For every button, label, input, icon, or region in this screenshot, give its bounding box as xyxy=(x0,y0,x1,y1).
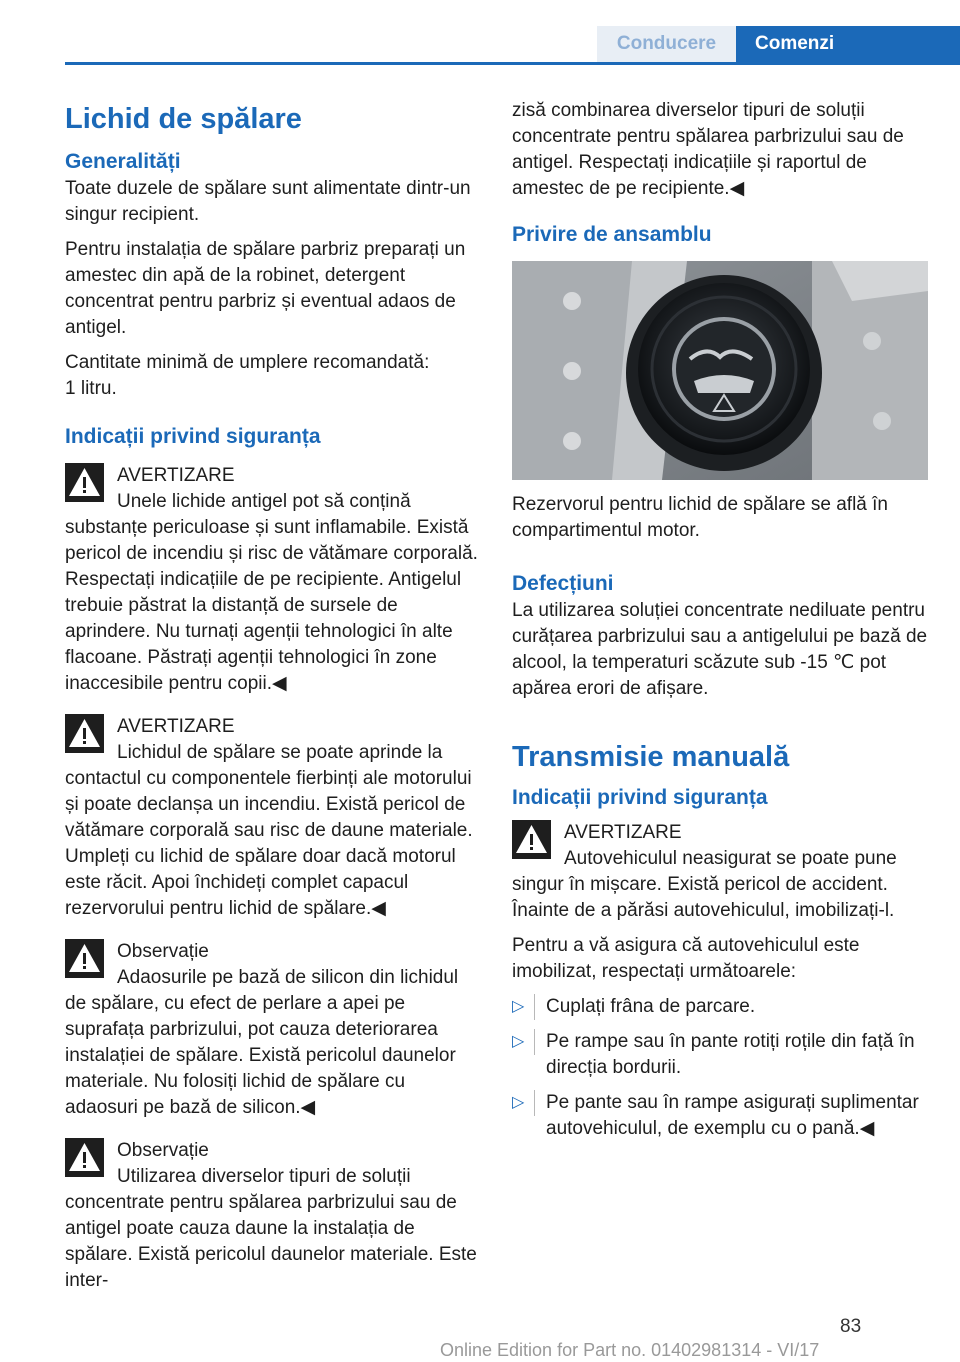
paragraph-secure: Pentru a vă asigura că autovehiculul este imobilizat, respectați următoarele: xyxy=(512,935,860,982)
list-item xyxy=(512,994,928,1020)
list-item xyxy=(512,1090,928,1142)
warning-icon xyxy=(65,463,104,502)
heading-general: Generalități xyxy=(65,150,181,173)
paragraph-general-3 xyxy=(65,350,481,402)
bullet-separator xyxy=(534,1029,535,1055)
triangle-bullet-icon: ▷ xyxy=(512,998,525,1015)
warning-title: AVERTIZARE xyxy=(564,822,682,843)
warning-title: AVERTIZARE xyxy=(117,465,235,486)
list-item xyxy=(512,1029,928,1081)
warning-text: Autovehiculul neasigurat se poate pune singur în mișcare. Există pericol de accident. Înainte de a părăsi autovehiculul, imobilizați-l. xyxy=(512,848,897,921)
heading-overview: Privire de ansamblu xyxy=(512,223,712,246)
checklist xyxy=(512,994,928,1142)
header-chapter-tab[interactable]: Comenzi xyxy=(736,26,960,62)
warning-block xyxy=(65,714,481,922)
warning-block xyxy=(512,820,928,924)
paragraph-continued: zisă combinarea diverselor tipuri de soluții concentrate pentru spălarea parbrizului sau de antigel. Respectați indicațiile și raportul de amestec de pe recipiente.◀ xyxy=(512,100,904,199)
header-section-tab[interactable]: Conducere xyxy=(597,26,736,62)
warning-text: Unele lichide antigel pot să conțină substanțe periculoase și sunt inflamabile. Există pericol de incendiu și risc de vătămare corporală. Respectați indicațiile de pe recipiente. Antigelul trebuie păstrat la distanță de sursele de aprindere. Nu turnați agenții tehnologici în alte flacoane. Păstrați agenții tehnologici în zone inaccesibile pentru copii.◀ xyxy=(65,491,478,694)
warning-text: Lichidul de spălare se poate aprinde la contactul cu componentele fierbinți ale motorului și poate declanșa un incendiu. Există pericol de vătămare corporală sau risc de daune materiale. Umpleți cu lichid de spălare doar dacă motorul este răcit. Apoi închideți complet capacul rezervorului pentru lichid de spălare.◀ xyxy=(65,742,473,919)
footer-edition: Online Edition for Part no. 01402981314 - VI/17 xyxy=(440,1340,820,1360)
left-column xyxy=(65,98,481,1311)
page-number: 83 xyxy=(840,1316,862,1337)
note-title: Observație xyxy=(117,1140,209,1161)
triangle-bullet-icon: ▷ xyxy=(512,1033,525,1050)
paragraph-general-1: Toate duzele de spălare sunt alimentate dintr-un singur recipient. xyxy=(65,178,471,225)
warning-icon xyxy=(512,820,551,859)
note-text: Utilizarea diverselor tipuri de soluții concentrate pentru spălarea parbrizului sau de antigel poate cauza daune la instalația de spălare. Există pericolul daunelor materiale. Este inter- xyxy=(65,1166,477,1291)
heading-washer-fluid: Lichid de spălare xyxy=(65,103,302,135)
list-item-text: Pe pante sau în rampe asigurați suplimentar autovehiculul, de exemplu cu o pană.◀ xyxy=(546,1092,919,1139)
warning-icon xyxy=(65,1138,104,1177)
page-header xyxy=(0,0,960,62)
triangle-bullet-icon: ▷ xyxy=(512,1094,525,1111)
note-text: Adaosurile pe bază de silicon din lichidul de spălare, cu efect de perlare a apei pe suprafața parbrizului, pot cauza deteriorarea instalației de spălare. Există pericolul daunelor materiale. Nu folosiți lichid de spălare cu adaosuri pe bază de silicon.◀ xyxy=(65,967,459,1118)
warning-icon xyxy=(65,714,104,753)
list-item-text: Pe rampe sau în pante rotiți roțile din față în direcția bordurii. xyxy=(546,1031,915,1078)
list-item-text: Cuplați frâna de parcare. xyxy=(546,996,756,1017)
warning-title: AVERTIZARE xyxy=(117,716,235,737)
heading-safety-transmission: Indicații privind siguranța xyxy=(512,786,768,809)
bullet-separator xyxy=(534,1090,535,1116)
min-fill-label: Cantitate minimă de umplere recomandată: xyxy=(65,352,430,373)
right-column xyxy=(512,98,928,1151)
warning-icon xyxy=(65,939,104,978)
header-rule xyxy=(65,62,960,65)
heading-manual-transmission: Transmisie manuală xyxy=(512,741,790,773)
min-fill-value: 1 litru. xyxy=(65,378,117,399)
washer-reservoir-photo xyxy=(512,261,928,480)
heading-safety: Indicații privind siguranța xyxy=(65,425,321,448)
note-block xyxy=(65,939,481,1121)
heading-faults: Defecțiuni xyxy=(512,572,614,595)
note-block xyxy=(65,1138,481,1294)
paragraph-faults: La utilizarea soluției concentrate nediluate pentru curățarea parbrizului sau a antigelului pe bază de alcool, la temperaturi scăzute sub -15 ℃ pot apărea erori de afișare. xyxy=(512,600,928,699)
note-title: Observație xyxy=(117,941,209,962)
warning-block xyxy=(65,463,481,697)
paragraph-general-2: Pentru instalația de spălare parbriz preparați un amestec din apă de la robinet, detergent concentrat pentru parbriz și eventual adaos de antigel. xyxy=(65,239,466,338)
paragraph-reservoir: Rezervorul pentru lichid de spălare se află în compartimentul motor. xyxy=(512,494,888,541)
bullet-separator xyxy=(534,994,535,1020)
